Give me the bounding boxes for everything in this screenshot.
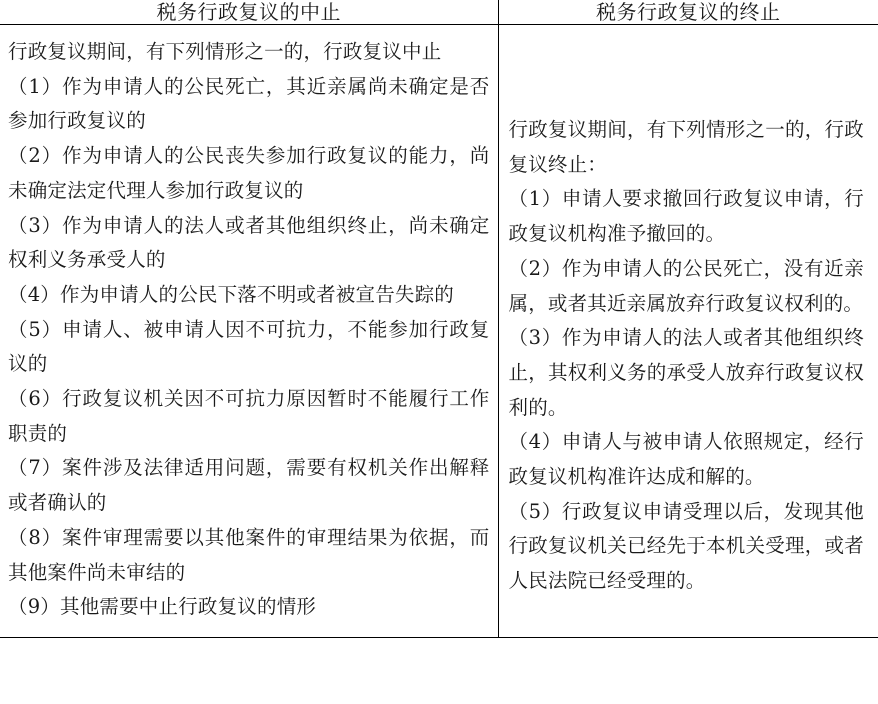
paragraph: （5）申请人、被申请人因不可抗力，不能参加行政复议的 (8, 317, 490, 376)
vertical-spacer (509, 35, 865, 113)
table-header-termination: 税务行政复议的终止 (498, 0, 878, 25)
paragraph: （5）行政复议申请受理以后，发现其他行政复议机关已经先于本机关受理，或者人民法院已经受理的。 (508, 499, 864, 593)
paragraph: 行政复议期间，有下列情形之一的，行政复议中止 (8, 40, 442, 63)
paragraph: （3）作为申请人的法人或者其他组织终止，其权利义务的承受人放弃行政复议权利的。 (508, 326, 864, 419)
paragraph: （2）作为申请人的公民丧失参加行政复议的能力，尚未确定法定代理人参加行政复议的 (8, 144, 490, 202)
paragraph: （2）作为申请人的公民死亡，没有近亲属，或者其近亲属放弃行政复议权利的。 (508, 256, 864, 315)
paragraph: （1）作为申请人的公民死亡，其近亲属尚未确定是否参加行政复议的 (8, 74, 490, 133)
table-header-row (0, 0, 878, 25)
paragraph: （3）作为申请人的法人或者其他组织终止，尚未确定权利义务承受人的 (8, 213, 490, 272)
termination-content (499, 25, 878, 611)
table-cell-termination (498, 25, 878, 638)
table-body-row (0, 25, 878, 638)
paragraph: （4）申请人与被申请人依照规定，经行政复议机构准许达成和解的。 (508, 430, 864, 489)
table-header-suspension: 税务行政复议的中止 (0, 0, 498, 25)
paragraph: （4）作为申请人的公民下落不明或者被宣告失踪的 (8, 282, 455, 306)
paragraph: （1）申请人要求撤回行政复议申请，行政复议机构准予撤回的。 (508, 187, 864, 246)
paragraph: （7）案件涉及法律适用问题，需要有权机关作出解释或者确认的 (8, 456, 490, 515)
paragraph: （9）其他需要中止行政复议的情形 (8, 595, 317, 619)
table-cell-suspension (0, 25, 498, 638)
paragraph: （8）案件审理需要以其他案件的审理结果为依据，而其他案件尚未审结的 (8, 525, 490, 584)
paragraph: （6）行政复议机关因不可抗力原因暂时不能履行工作职责的 (8, 387, 490, 445)
paragraph: 行政复议期间，有下列情形之一的，行政复议终止： (508, 118, 864, 176)
suspension-content (0, 25, 498, 637)
